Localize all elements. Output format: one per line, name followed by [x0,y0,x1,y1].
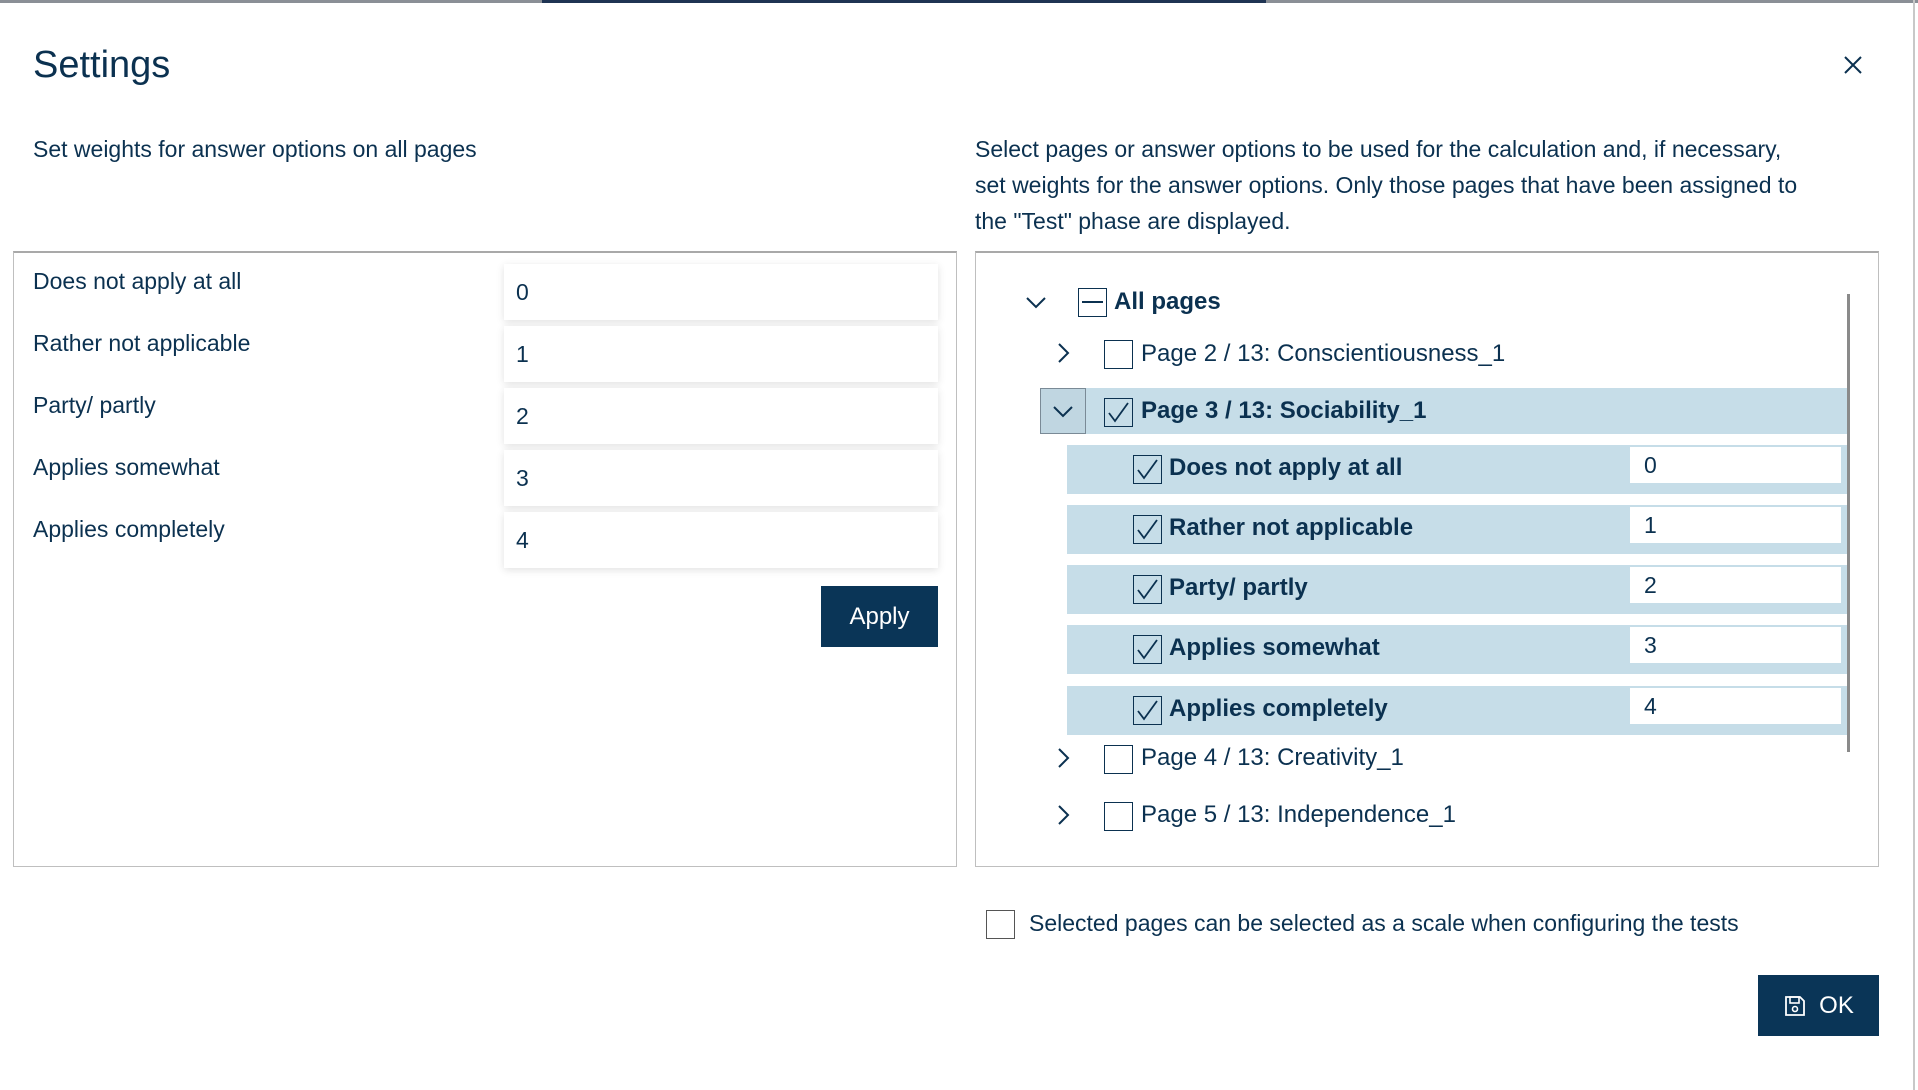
answer-option-checkbox[interactable] [1133,696,1162,725]
page-checkbox[interactable] [1104,398,1133,427]
scale-checkbox[interactable] [986,910,1015,939]
answer-option-label: Does not apply at all [1169,454,1403,481]
answer-option-label: Applies completely [1169,695,1388,722]
page-checkbox[interactable] [1104,802,1133,831]
check-icon [1134,516,1160,542]
answer-option-checkbox[interactable] [1133,515,1162,544]
check-icon [1134,456,1160,482]
tree-scrollbar[interactable] [1847,294,1850,752]
weight-input[interactable] [504,512,938,568]
check-icon [1134,576,1160,602]
weight-input[interactable] [504,388,938,444]
answer-option-checkbox[interactable] [1133,575,1162,604]
chevron-down-icon [1051,399,1075,423]
page-label[interactable]: Page 4 / 13: Creativity_1 [1141,744,1404,771]
right-description [975,131,1875,239]
scale-checkbox-label[interactable]: Selected pages can be selected as a scale when configuring the tests [1029,910,1739,936]
answer-option-weight-input[interactable] [1630,567,1841,603]
description-line: set weights for the answer options. Only those pages that have been assigned to [975,172,1798,198]
left-description: Set weights for answer options on all pages [33,136,477,162]
all-pages-label: All pages [1114,288,1221,315]
chevron-right-icon[interactable] [1051,746,1075,770]
chevron-down-icon[interactable] [1024,290,1048,314]
dialog-title: Settings [33,44,171,86]
answer-option-label: Rather not applicable [1169,514,1414,541]
page-label[interactable]: Page 2 / 13: Conscientiousness_1 [1141,340,1506,367]
page-label[interactable]: Page 5 / 13: Independence_1 [1141,801,1456,828]
check-icon [1105,399,1131,425]
all-pages-checkbox[interactable] [1078,288,1107,317]
apply-button[interactable]: Apply [821,586,938,647]
save-icon [1783,994,1807,1018]
answer-option-checkbox[interactable] [1133,455,1162,484]
ok-label: OK [1819,991,1854,1019]
indeterminate-icon [1082,301,1103,303]
answer-option-weight-input[interactable] [1630,507,1841,543]
answer-option-label: Applies somewhat [1169,634,1380,661]
close-button[interactable] [1838,50,1868,80]
close-icon [1838,50,1868,80]
answer-option-checkbox[interactable] [1133,635,1162,664]
weight-label: Rather not applicable [33,330,251,356]
top-progress-segment [542,0,1266,3]
weight-label: Applies completely [33,516,225,542]
page-checkbox[interactable] [1104,340,1133,369]
description-line: the "Test" phase are displayed. [975,208,1291,234]
weight-input[interactable] [504,450,938,506]
description-line: Select pages or answer options to be used for the calculation and, if necessary, [975,136,1782,162]
weight-label: Party/ partly [33,392,156,418]
chevron-right-icon[interactable] [1051,803,1075,827]
answer-option-weight-input[interactable] [1630,447,1841,483]
page-label[interactable]: Page 3 / 13: Sociability_1 [1141,397,1427,424]
check-icon [1134,697,1160,723]
weight-input[interactable] [504,326,938,382]
page-checkbox[interactable] [1104,745,1133,774]
answer-option-label: Party/ partly [1169,574,1308,601]
check-icon [1134,636,1160,662]
weight-label: Applies somewhat [33,454,220,480]
ok-button[interactable] [1758,975,1879,1036]
collapse-button[interactable] [1040,388,1086,434]
weight-label: Does not apply at all [33,268,242,294]
answer-option-weight-input[interactable] [1630,627,1841,663]
chevron-right-icon[interactable] [1051,341,1075,365]
weight-input[interactable] [504,264,938,320]
answer-option-weight-input[interactable] [1630,688,1841,724]
window-edge [1913,0,1915,1090]
